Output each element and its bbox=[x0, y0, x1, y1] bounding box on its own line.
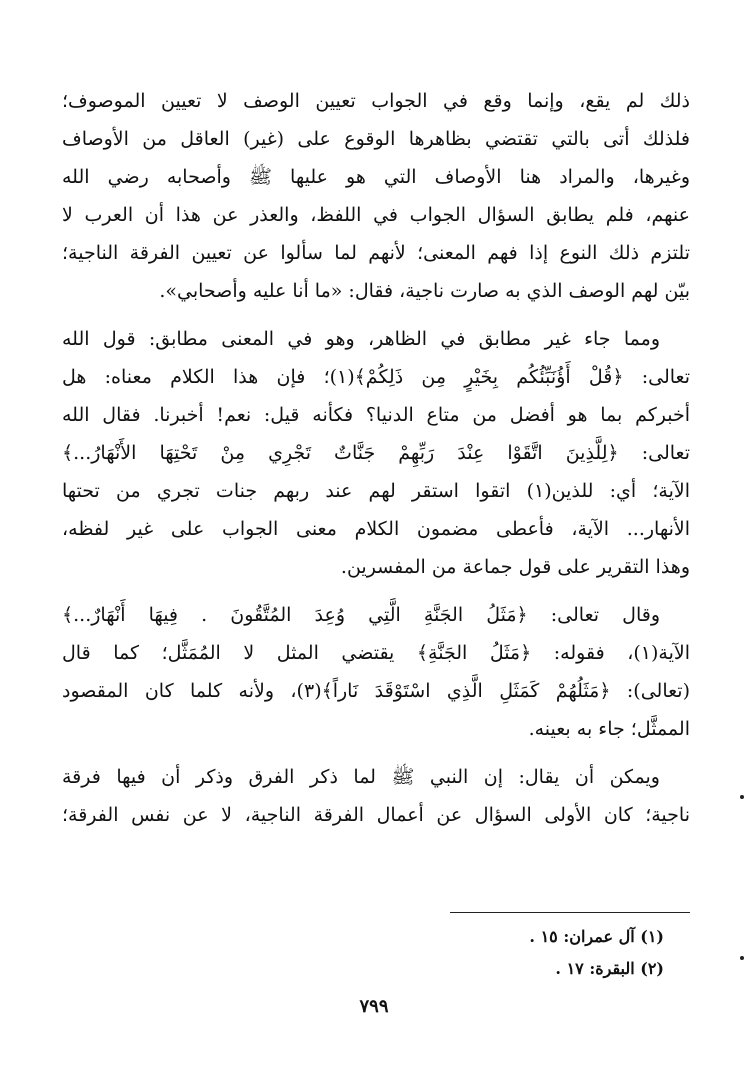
text-line: تلتزم ذلك النوع إذا فهم المعنى؛ لأنهم لما سألوا عن تعيين الفرقة الناجية؛ bbox=[62, 242, 690, 264]
paragraph-4 bbox=[62, 758, 690, 834]
footnote-rule bbox=[450, 912, 690, 913]
text-line: الممثَّل؛ جاء به بعينه. bbox=[528, 718, 690, 740]
paragraph-1 bbox=[62, 82, 690, 310]
text-line: (تعالى): ﴿مَثَلُهُمْ كَمَثَلِ الَّذِي اسْتَوْقَدَ نَاراً﴾(٣)، ولأنه كلما كان المقصود bbox=[62, 680, 690, 702]
text-line: عنهم، فلم يطابق السؤال الجواب في اللفظ، والعذر عن هذا أن العرب لا bbox=[62, 204, 690, 226]
footnote-2: (٢) البقرة: ١٧ . bbox=[555, 959, 664, 978]
scan-speck bbox=[740, 795, 744, 799]
text-line: تعالى: ﴿قُلْ أَؤُنَبِّئُكُم بِخَيْرٍ مِن ذَلِكُمْ﴾(١)؛ فإن هذا الكلام معناه: هل bbox=[62, 366, 690, 388]
text-line: تعالى: ﴿لِلَّذِينَ اتَّقَوْا عِنْدَ رَبِّهِمْ جَنَّاتٌ تَجْرِي مِنْ تَحْتِهَا الأَنْهَارُ...﴾ bbox=[62, 442, 690, 464]
text-line: وهذا التقرير على قول جماعة من المفسرين. bbox=[340, 556, 690, 578]
scan-speck bbox=[740, 956, 744, 960]
text-line: فلذلك أتى بالتي تقتضي بظاهرها الوقوع على (غير) العاقل من الأوصاف bbox=[62, 128, 690, 150]
footnote-1: (١) آل عمران: ١٥ . bbox=[529, 927, 664, 946]
text-line: ذلك لم يقع، وإنما وقع في الجواب تعيين الوصف لا تعيين الموصوف؛ bbox=[62, 90, 690, 112]
page-number: ٧٩٩ bbox=[359, 996, 389, 1017]
paragraph-2 bbox=[62, 320, 690, 586]
text-line: ويمكن أن يقال: إن النبي ﷺ لما ذكر الفرق وذكر أن فيها فرقة bbox=[62, 766, 660, 788]
page-body bbox=[62, 82, 690, 838]
text-line: وغيرها، والمراد هنا الأوصاف التي هو عليها ﷺ وأصحابه رضي الله bbox=[62, 166, 690, 188]
paragraph-3 bbox=[62, 596, 690, 748]
text-line: الأنهار... الآية، فأعطى مضمون الكلام معنى الجواب على غير لفظه، bbox=[62, 518, 690, 540]
text-line: ومما جاء غير مطابق في الظاهر، وهو في المعنى مطابق: قول الله bbox=[62, 328, 660, 350]
text-line: الآية(١)، فقوله: ﴿مَثَلُ الجَنَّةِ﴾ يقتضي المثل لا المُمَثَّل؛ كما قال bbox=[62, 642, 690, 664]
text-line: بيّن لهم الوصف الذي به صارت ناجية، فقال: «ما أنا عليه وأصحابي». bbox=[159, 280, 690, 302]
text-line: وقال تعالى: ﴿مَثَلُ الجَنَّةِ الَّتِي وُعِدَ المُتَّقُونَ . فِيهَا أَنْهَارٌ...﴾ bbox=[62, 604, 660, 626]
footnotes bbox=[62, 912, 690, 985]
text-line: أخبركم بما هو أفضل من متاع الدنيا؟ فكأنه قيل: نعم! أخبرنا. فقال الله bbox=[62, 404, 690, 426]
text-line: الآية؛ أي: للذين(١) اتقوا استقر لهم عند ربهم جنات تجري من تحتها bbox=[62, 480, 690, 502]
text-line: ناجية؛ كان الأولى السؤال عن أعمال الفرقة الناجية، لا عن نفس الفرقة؛ bbox=[62, 804, 690, 826]
